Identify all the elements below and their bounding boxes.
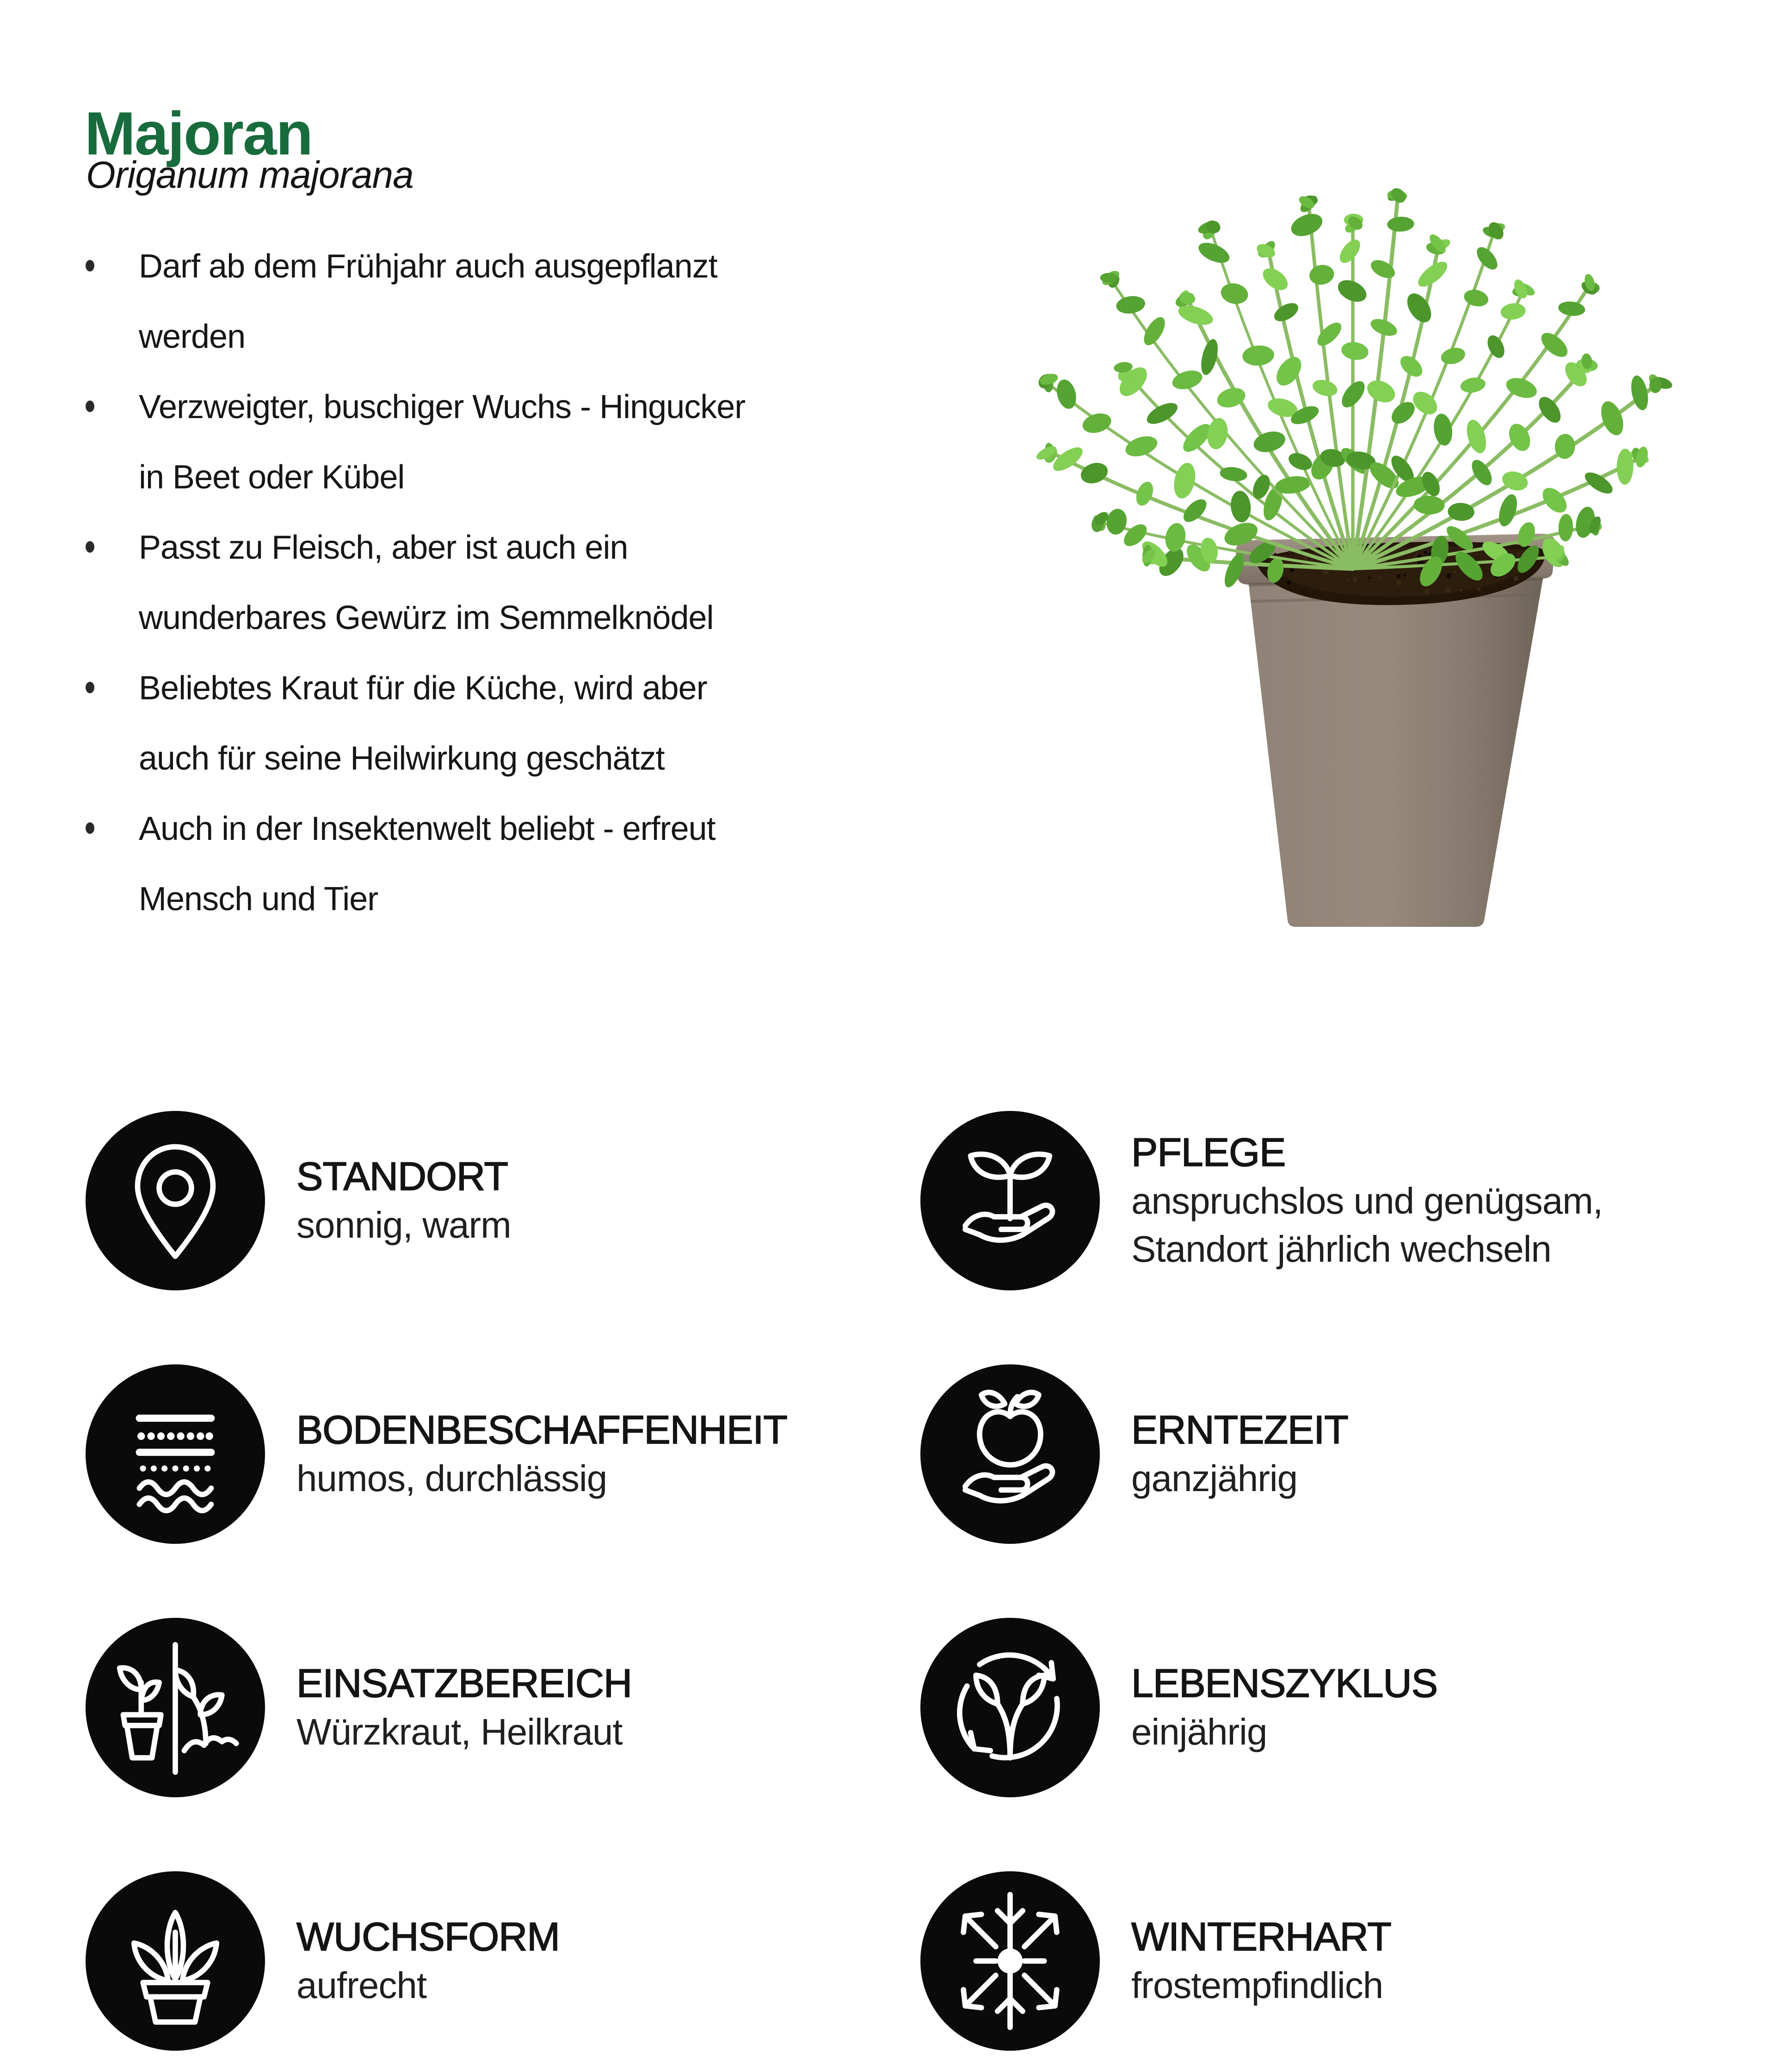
feature-erntezeit (920, 1364, 1603, 1544)
feature-value: anspruchslos und genügsam, (1131, 1180, 1603, 1221)
feature-label: EINSATZBEREICH (296, 1661, 632, 1706)
bullet-line: in Beet oder Kübel (139, 459, 405, 496)
feature-value: einjährig (1131, 1711, 1267, 1752)
bullet-line: Passt zu Fleisch, aber ist auch ein (139, 529, 628, 566)
bullet-line: Auch in der Insektenwelt beliebt - erfreut (139, 810, 715, 847)
feature-label: WUCHSFORM (296, 1915, 560, 1959)
feature-value: humos, durchlässig (296, 1458, 607, 1499)
list-item (85, 372, 963, 512)
bullet-line: Verzweigter, buschiger Wuchs - Hingucker (139, 388, 746, 426)
hand-sprout-icon (920, 1111, 1100, 1290)
bullet-line: Mensch und Tier (139, 881, 378, 918)
feature-label: BODENBESCHAFFENHEIT (296, 1408, 787, 1452)
feature-value: Würzkraut, Heilkraut (296, 1711, 623, 1752)
feature-wuchsform (86, 1871, 920, 2051)
hand-fruit-icon (920, 1364, 1100, 1544)
feature-pflege (920, 1111, 1603, 1290)
feature-label: PFLEGE (1131, 1130, 1286, 1175)
bullet-line: Darf ab dem Frühjahr auch ausgepflanzt (139, 248, 717, 285)
list-item (85, 653, 963, 794)
feature-label: WINTERHART (1131, 1915, 1391, 1959)
snowflake-icon (920, 1871, 1100, 2051)
list-item (85, 794, 963, 934)
feature-label: STANDORT (296, 1154, 508, 1199)
bullet-line: werden (139, 318, 246, 355)
bullet-line: wunderbares Gewürz im Semmelknödel (139, 599, 714, 636)
page-title: Majoran (85, 99, 313, 168)
feature-value: Standort jährlich wechseln (1131, 1228, 1551, 1270)
feature-standort (86, 1111, 920, 1290)
feature-value: ganzjährig (1131, 1458, 1298, 1499)
feature-lebenszyklus (920, 1618, 1603, 1797)
feature-value: frostempfindlich (1131, 1965, 1383, 2006)
list-item (85, 512, 963, 653)
plant-photo (1008, 111, 1702, 976)
bullet-line: Beliebtes Kraut für die Küche, wird aber (139, 670, 707, 707)
foliage (1035, 185, 1674, 590)
potted-plant-icon (86, 1871, 265, 2051)
pots-divider-icon (86, 1618, 265, 1797)
feature-winterhart (920, 1871, 1603, 2051)
description-bullet-list (85, 231, 963, 934)
botanical-name: Origanum majorana (86, 154, 413, 196)
bullet-line: auch für seine Heilwirkung geschätzt (139, 740, 665, 777)
list-item (85, 231, 963, 372)
soil-layers-icon (86, 1364, 265, 1544)
feature-value: sonnig, warm (296, 1204, 511, 1246)
feature-label: ERNTEZEIT (1131, 1408, 1348, 1452)
feature-label: LEBENSZYKLUS (1131, 1661, 1437, 1706)
location-pin-icon (86, 1111, 265, 1290)
feature-bodenbeschaffenheit (86, 1364, 920, 1544)
feature-grid (86, 1111, 1603, 2051)
feature-einsatzbereich (86, 1618, 920, 1797)
cycle-sprout-icon (920, 1618, 1100, 1797)
feature-value: aufrecht (296, 1965, 427, 2006)
